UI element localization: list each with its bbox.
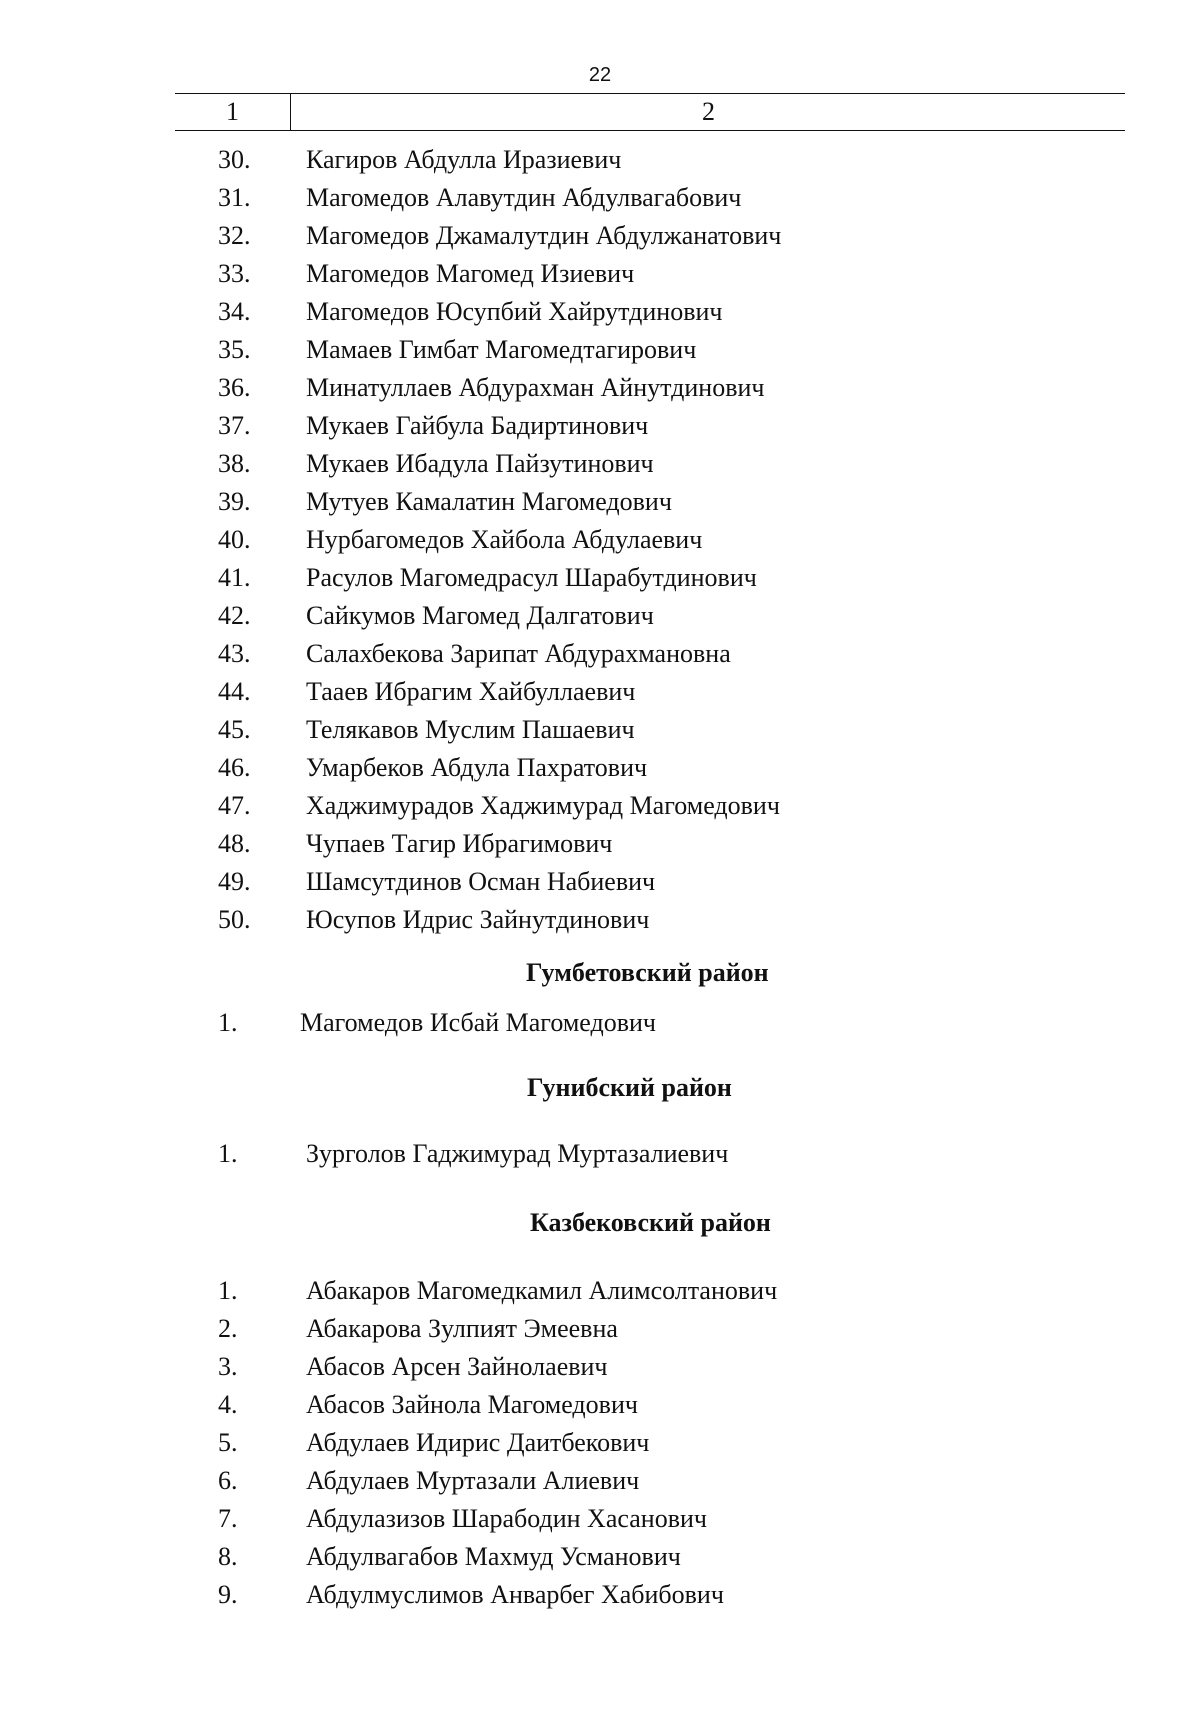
- list-item: [0, 179, 1200, 217]
- item-number: 1.: [218, 1276, 238, 1305]
- item-name: Мутуев Камалатин Магомедович: [306, 487, 672, 516]
- item-number: 48.: [218, 829, 251, 858]
- list-item: [0, 369, 1200, 407]
- item-number: 6.: [218, 1466, 238, 1495]
- name-list: [0, 1272, 1200, 1614]
- list-item: [0, 673, 1200, 711]
- item-number: 2.: [218, 1314, 238, 1343]
- item-name: Сайкумов Магомед Далгатович: [306, 601, 654, 630]
- column-header: [175, 93, 1125, 131]
- item-name: Хаджимурадов Хаджимурад Магомедович: [306, 791, 780, 820]
- item-number: 47.: [218, 791, 251, 820]
- item-number: 1.: [218, 1008, 238, 1037]
- item-number: 45.: [218, 715, 251, 744]
- item-name: Абасов Зайнола Магомедович: [306, 1390, 638, 1419]
- list-item: [0, 635, 1200, 673]
- item-number: 39.: [218, 487, 251, 516]
- list-item: [0, 483, 1200, 521]
- list-item: [0, 597, 1200, 635]
- item-name: Абакарова Зулпият Эмеевна: [306, 1314, 618, 1343]
- list-item: [0, 1500, 1200, 1538]
- item-name: Абакаров Магомедкамил Алимсолтанович: [306, 1276, 778, 1305]
- item-name: Абдулазизов Шарабодин Хасанович: [306, 1504, 707, 1533]
- name-list: [0, 1135, 1200, 1173]
- item-number: 50.: [218, 905, 251, 934]
- item-name: Абдулаев Муртазали Алиевич: [306, 1466, 640, 1495]
- item-name: Магомедов Исбай Магомедович: [300, 1008, 656, 1037]
- list-item: [0, 141, 1200, 179]
- item-name: Нурбагомедов Хайбола Абдулаевич: [306, 525, 703, 554]
- list-item: [0, 825, 1200, 863]
- item-number: 41.: [218, 563, 251, 592]
- item-name: Расулов Магомедрасул Шарабутдинович: [306, 563, 757, 592]
- item-name: Шамсутдинов Осман Набиевич: [306, 867, 656, 896]
- list-item: [0, 445, 1200, 483]
- item-name: Умарбеков Абдула Пахратович: [306, 753, 648, 782]
- item-number: 46.: [218, 753, 251, 782]
- item-name: Мукаев Ибадула Пайзутинович: [306, 449, 654, 478]
- list-item: [0, 255, 1200, 293]
- item-number: 44.: [218, 677, 251, 706]
- list-item: [0, 1310, 1200, 1348]
- item-number: 34.: [218, 297, 251, 326]
- item-name: Магомедов Джамалутдин Абдулжанатович: [306, 221, 782, 250]
- item-number: 49.: [218, 867, 251, 896]
- list-item: [0, 711, 1200, 749]
- item-number: 8.: [218, 1542, 238, 1571]
- list-item: [0, 521, 1200, 559]
- list-item: [0, 1462, 1200, 1500]
- item-name: Салахбекова Зарипат Абдурахмановна: [306, 639, 731, 668]
- list-item: [0, 901, 1200, 939]
- list-item: [0, 407, 1200, 445]
- district-heading: Гунибский район: [527, 1073, 732, 1102]
- item-name: Тааев Ибрагим Хайбуллаевич: [306, 677, 636, 706]
- column-header-2: 2: [702, 97, 715, 126]
- item-name: Зурголов Гаджимурад Муртазалиевич: [306, 1139, 729, 1168]
- item-name: Магомедов Алавутдин Абдулвагабович: [306, 183, 742, 212]
- item-name: Минатуллаев Абдурахман Айнутдинович: [306, 373, 765, 402]
- column-header-1: 1: [175, 94, 291, 130]
- item-number: 5.: [218, 1428, 238, 1457]
- item-number: 32.: [218, 221, 251, 250]
- list-item: [0, 749, 1200, 787]
- item-number: 30.: [218, 145, 251, 174]
- item-name: Мукаев Гайбула Бадиртинович: [306, 411, 649, 440]
- list-item: [0, 331, 1200, 369]
- list-item: [0, 1386, 1200, 1424]
- item-number: 9.: [218, 1580, 238, 1609]
- item-number: 38.: [218, 449, 251, 478]
- item-number: 1.: [218, 1139, 238, 1168]
- item-name: Юсупов Идрис Зайнутдинович: [306, 905, 650, 934]
- item-name: Абасов Арсен Зайнолаевич: [306, 1352, 608, 1381]
- list-item: [0, 787, 1200, 825]
- item-number: 37.: [218, 411, 251, 440]
- item-name: Магомедов Магомед Изиевич: [306, 259, 635, 288]
- item-number: 43.: [218, 639, 251, 668]
- item-number: 36.: [218, 373, 251, 402]
- page-number: 22: [588, 64, 612, 86]
- item-number: 7.: [218, 1504, 238, 1533]
- list-item: [0, 1135, 1200, 1173]
- list-item: [0, 559, 1200, 597]
- item-name: Мамаев Гимбат Магомедтагирович: [306, 335, 697, 364]
- item-number: 33.: [218, 259, 251, 288]
- item-name: Телякавов Муслим Пашаевич: [306, 715, 635, 744]
- list-item: [0, 1004, 1200, 1042]
- item-number: 3.: [218, 1352, 238, 1381]
- item-name: Чупаев Тагир Ибрагимович: [306, 829, 613, 858]
- item-number: 4.: [218, 1390, 238, 1419]
- name-list: [0, 141, 1200, 939]
- item-name: Абдулвагабов Махмуд Усманович: [306, 1542, 681, 1571]
- item-number: 42.: [218, 601, 251, 630]
- list-item: [0, 1538, 1200, 1576]
- item-name: Абдулаев Идирис Даитбекович: [306, 1428, 650, 1457]
- list-item: [0, 1576, 1200, 1614]
- list-item: [0, 217, 1200, 255]
- item-number: 31.: [218, 183, 251, 212]
- item-name: Магомедов Юсупбий Хайрутдинович: [306, 297, 723, 326]
- list-item: [0, 1272, 1200, 1310]
- item-name: Кагиров Абдулла Иразиевич: [306, 145, 622, 174]
- list-item: [0, 1424, 1200, 1462]
- name-list: [0, 1004, 1200, 1042]
- item-number: 40.: [218, 525, 251, 554]
- list-item: [0, 1348, 1200, 1386]
- item-name: Абдулмуслимов Анварбег Хабибович: [306, 1580, 724, 1609]
- item-number: 35.: [218, 335, 251, 364]
- district-heading: Казбековский район: [530, 1208, 771, 1237]
- list-item: [0, 863, 1200, 901]
- list-item: [0, 293, 1200, 331]
- district-heading: Гумбетовский район: [526, 958, 769, 987]
